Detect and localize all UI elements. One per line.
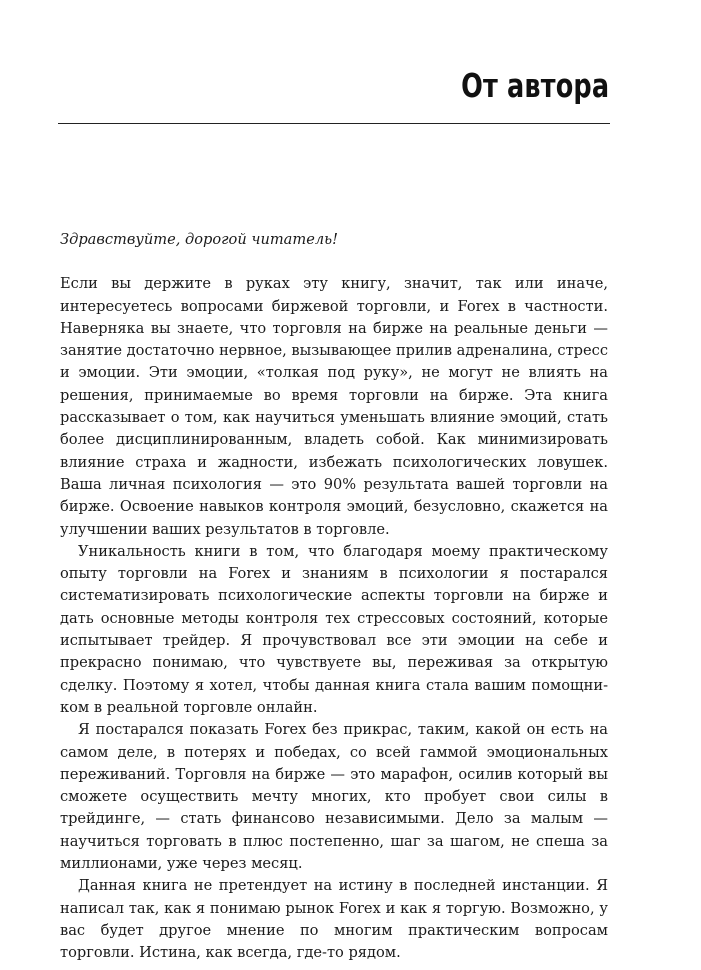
paragraph-3: Я постарался показать Forex без прикрас, таким, какой он есть на самом деле, в потерях и победах, со всей гаммой эмоциональных переживаний. Торговля на бирже — это марафон, осилив который вы сможете осуществить мечту многих, кто пробует свои силы в трейдинге, — стать финансово независимыми. Дело за малым — научиться торговать в плюс постепенно, шаг за шагом, не спеша за миллионами, уже через месяц. [60, 721, 608, 873]
title-divider [58, 123, 610, 124]
greeting: Здравствуйте, дорогой читатель! [60, 231, 338, 248]
body-text [60, 229, 608, 965]
paragraph-4: Данная книга не претендует на истину в последней инстанции. Я написал так, как я понимаю рынок Forex и как я торгую. Возможно, у вас будет другое мнение по многим практическим вопросам торговли. Истина, как всегда, где-то рядом. [60, 877, 608, 962]
paragraph-1: Если вы держите в руках эту книгу, значит, так или иначе, интересуетесь вопросами биржевой торговли, и Forex в частности. Наверняка вы знаете, что торговля на бирже на реальные деньги — занятие достаточно нервное, вызывающее прилив адреналина, стресс и эмоции. Эти эмоции, «толкая под руку», не могут не влиять на решения, принимаемые во время торговли на бирже. Эта книга рассказывает о том, как научиться уменьшать влияние эмоций, стать более дисциплинированным, владеть собой. Как минимизировать влияние страха и жадности, избежать психологических ловушек. Ваша личная психология — это 90% результата вашей торговли на бирже. Освоение навыков контроля эмоций, безусловно, скажется на улучшении ваших результатов в торговле. [60, 275, 608, 538]
page-title: От автора [460, 66, 609, 105]
paragraph-2: Уникальность книги в том, что благодаря моему практическому опыту торговли на Forex и знаниям в психологии я постарался систематизировать психологические аспекты торговли на бирже и дать основные методы контроля тех стрессовых состояний, которые испытывает трейдер. Я прочувствовал все эти эмоции на себе и прекрасно понимаю, что чувствуете вы, переживая за открытую сделку. Поэтому я хотел, чтобы данная книга стала вашим помощником в реальной торговле онлайн. [60, 542, 608, 716]
